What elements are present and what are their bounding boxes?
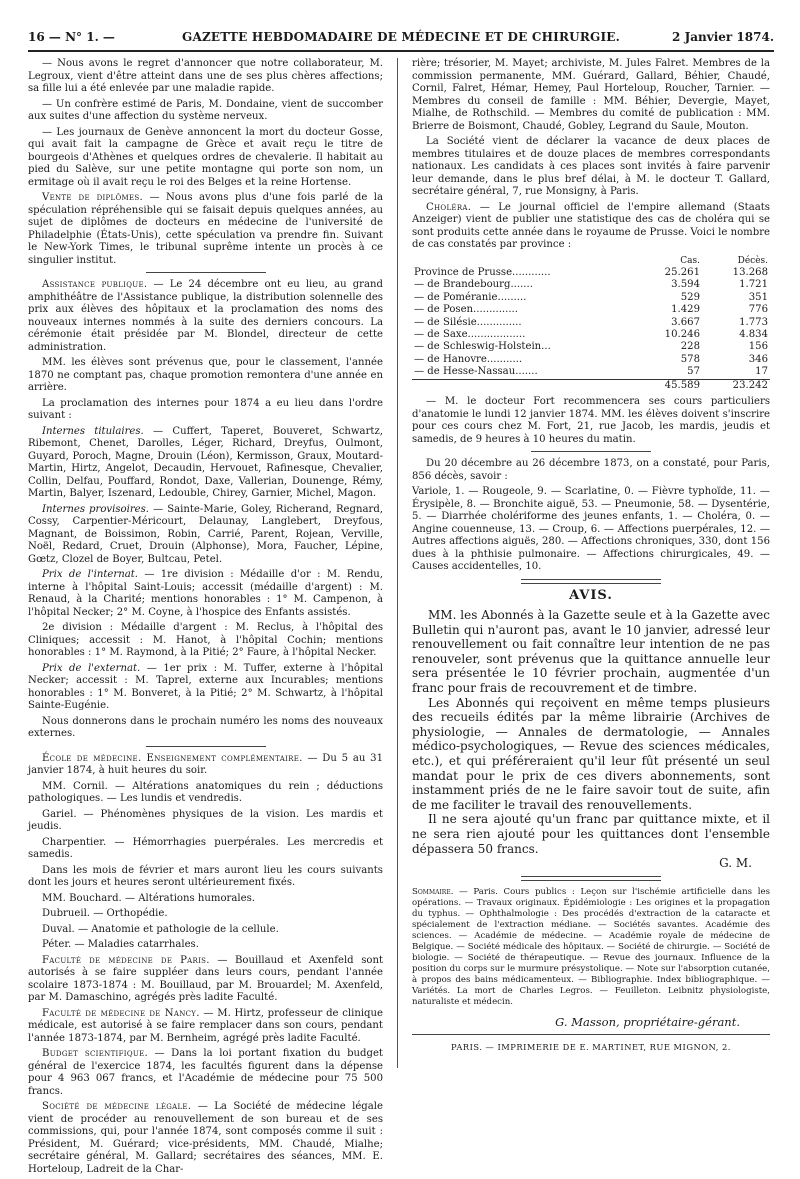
ecole-medecine: École de médecine. Enseignement complémentaire. — Du 5 au 31 janvier 1874, à huit heures du soir. (28, 752, 383, 776)
societe-medecine-legale-suite: rière; trésorier, M. Mayet; archiviste, M. Jules Falret. Membres de la commission permanente, MM. Guérard, Gallard, Béhier, Chaudé, Cornil, Falret, Hémar, Hemey, Paul Horteloup, Roucher, Tarnier. — Membres du conseil de famille : MM. Béhier, Devergie, Mayet, Mialhe, de Rothschild. — Membres du comité de publication : MM. Brierre de Boismont, Chaudé, Gobley, Legrand du Saule, Mouton. (412, 58, 770, 132)
left-column (28, 58, 383, 1179)
avis-signature: G. M. (719, 856, 752, 871)
deces-paris: Du 20 décembre au 26 décembre 1873, on a constaté, pour Paris, 856 décès, savoir : (412, 458, 770, 482)
cours-peter: Péter. — Maladies catarrhales. (42, 939, 199, 950)
gerant-signature: G. Masson, propriétaire-gérant. (555, 1014, 740, 1029)
page-number: 16 — N° 1. — (28, 30, 115, 44)
avis-paragraph: Il ne sera ajouté qu'un franc par quittance mixte, et il ne sera rien ajouté pour les quittances dont l'ensemble dépassera 50 francs. (412, 812, 770, 856)
externes-note: Nous donnerons dans le prochain numéro les noms des nouveaux externes. (28, 715, 383, 739)
table-row: — de Hanovre........... 578 346 (414, 353, 768, 365)
column-rule (397, 58, 398, 1068)
societe-vacances: La Société vient de déclarer la vacance de deux places de membres titulaires et de douze places de membres correspondants nationaux. Les candidats à ces places sont invités à faire parvenir leur demande, dans le plus bref délai, à M. le docteur T. Gallard, secrétaire général, 7, rue Monsigny, à Paris. (412, 136, 770, 197)
cholera-intro: Choléra. — Le journal officiel de l'empire allemand (Staats Anzeiger) vient de publier une statistique des cas de choléra qui se sont produits cette année dans le royaume de Prusse. Voici le nombre de cas constatés par province : (412, 201, 770, 250)
column-header-deces: Décès. (737, 255, 768, 266)
right-column (412, 58, 770, 1054)
assistance-intro: La proclamation des internes pour 1874 a eu lieu dans l'ordre suivant : (28, 397, 383, 421)
table-row: — de Poméranie......... 529 351 (414, 291, 768, 303)
cours-cornil: MM. Cornil. — Altérations anatomiques du rein ; déductions pathologiques. — Les lundis et vendredis. (28, 780, 383, 804)
table-total-row: 45.589 23.242 (412, 379, 770, 392)
cours-dubrueil: Dubrueil. — Orthopédie. (42, 908, 168, 919)
cours-bouchard: MM. Bouchard. — Altérations humorales. (42, 892, 255, 904)
budget-scientifique: Budget scientifique. — Dans la loi portant fixation du budget général de l'exercice 1874, les facultés figurent dans la dépense pour 4 963 067 francs, et l'Académie de médecine pour 75 500 francs. (28, 1048, 383, 1097)
table-row: — de Hesse-Nassau....... 57 17 (414, 366, 768, 378)
prix-externat: Prix de l'externat. — 1er prix : M. Tuffer, externe à l'hôpital Necker; accessit : M. Taprel, externe aux Incurables; mentions honorables : 1° M. Bonveret, à la Pitié; 2° M. Schwartz, à l'hôpital Sainte-Eugénie. (28, 662, 384, 711)
separator (146, 272, 266, 273)
internes-provisoires: Internes provisoires. — Sainte-Marie, Goley, Richerand, Regnard, Cossy, Carpentier-Méricourt, Delaunay, Langlebert, Dreyfous, Magnant, de Boissimon, Robin, Carrié, Parent, Rojean, Verville, Noël, Redard, Cruet, Drouin (Alphonse), Mora, Faucher, Lépine, Gœtz, Clozel de Boyer, Bultcau, Petel. (28, 503, 383, 565)
imprint: PARIS. — IMPRIMERIE DE E. MARTINET, RUE MIGNON, 2. (412, 1034, 770, 1054)
table-row: — de Silésie.............. 3.667 1.773 (414, 316, 768, 328)
separator (146, 746, 266, 747)
faculte-paris: Faculté de médecine de Paris. — Bouillaud et Axenfeld sont autorisés à se faire suppléer dans leurs cours, pendant l'année scolaire 1873-1874 : M. Bouillaud, par M. Brouardel; M. Axenfeld, par M. Damaschino, agrégés près ladite Faculté. (28, 954, 384, 1003)
societe-medecine-legale: Société de médecine légale. — La Société de médecine légale vient de procéder au renouvellement de son bureau et de ses commissions, qui, pour l'année 1874, sont composés comme il suit : Président, M. Guérard; vice-présidents, MM. Chaudé, Mialhe; secrétaire général, M. Gallard; secrétaires des séances, MM. E. Horteloup, Ladreit de la Char- (28, 1101, 383, 1175)
assistance-note: MM. les élèves sont prévenus que, pour le classement, l'année 1870 ne comptant pas, chaque promotion remontera d'une année en arrière. (28, 357, 383, 393)
separator (531, 451, 651, 452)
deces-liste: Variole, 1. — Rougeole, 9. — Scarlatine, 0. — Fièvre typhoïde, 11. — Érysipèle, 8. — Bronchite aiguë, 53. — Pneumonie, 58. — Dysentérie, 5. — Diarrhée cholériforme des jeunes enfants, 1. — Choléra, 0. — Angine couenneuse, 13. — Croup, 6. — Affections puerpérales, 12. — Autres affections aiguës, 280. — Affections chroniques, 330, dont 156 dues à la phthisie pulmonaire. — Affections chirurgicales, 49. — Causes accidentelles, 10. (412, 486, 770, 573)
separator-double (521, 579, 661, 584)
separator-double (521, 876, 661, 881)
news-legroux: — Nous avons le regret d'annoncer que notre collaborateur, M. Legroux, vient d'être atteint dans une de ses plus chères affections; sa fille lui a été enlevée par une maladie rapide. (28, 58, 383, 94)
internes-titulaires: Internes titulaires. — Cuffert, Taperet, Bouveret, Schwartz, Ribemont, Chenet, Darolles, Léger, Richard, Dreyfus, Oulmont, Guyard, Poroch, Magne, Drouin (Léon), Kermisson, Graux, Moutard-Martin, Hirtz, Angelot, Decaudin, Hervouet, Rafinesque, Chevalier, Collin, Delfau, Pouffard, Rondot, Daxe, Vallerian, Dounenge, Rémy, Martin, Balyer, Iszenard, Ledouble, Chirey, Garnier, Michel, Magon. (28, 425, 383, 499)
avis-title: AVIS. (569, 587, 613, 603)
cholera-table (412, 255, 770, 393)
news-gosse: — Les journaux de Genève annoncent la mort du docteur Gosse, qui avait fait la campagne de Grèce et avait reçu le titre de bourgeois d'Athènes et quelques ordres de chevalerie. Il habitait au pied du Salève, sur une petite montagne qui porte son nom, un ermitage où il avait reçu le roi des Belges et la reine Hortense. (28, 126, 383, 188)
cours-charpentier: Charpentier. — Hémorrhagies puerpérales. Les mercredis et samedis. (28, 836, 383, 860)
news-vente-diplomes: Vente de diplômes. — Nous avons plus d'une fois parlé de la spéculation répréhensible qui se faisait depuis quelques années, au sujet de diplômes de docteurs en médecine de l'université de Philadelphie (États-Unis), cette spéculation va prendre fin. Suivant le New-York Times, le tribunal suprême intente un procès à ce singulier institut. (28, 192, 383, 266)
journal-title: GAZETTE HEBDOMADAIRE DE MÉDECINE ET DE CHIRURGIE. (182, 30, 620, 44)
page-header (28, 28, 774, 52)
avis-block (412, 608, 770, 871)
news-assistance: Assistance publique. — Le 24 décembre ont eu lieu, au grand amphithéâtre de l'Assistance publique, la distribution solennelle des prix aux élèves des hôpitaux et la proclamation des noms des nouveaux internes nommés à la suite des derniers concours. La cérémonie était présidée par M. Blondel, directeur de cette administration. (28, 279, 383, 353)
news-dondaine: — Un confrère estimé de Paris, M. Dondaine, vient de succomber aux suites d'une affection du système nerveux. (28, 98, 383, 122)
cours-fevrier-mars: Dans les mois de février et mars auront lieu les cours suivants dont les jours et heures seront ultérieurement fixés. (28, 864, 383, 888)
issue-date: 2 Janvier 1874. (672, 30, 774, 44)
cours-gariel: Gariel. — Phénomènes physiques de la vision. Les mardis et jeudis. (28, 808, 383, 832)
cours-fort: — M. le docteur Fort recommencera ses cours particuliers d'anatomie le lundi 12 janvier 1874. MM. les élèves doivent s'inscrire pour ces cours chez M. Fort, 21, rue Jacob, les mardis, jeudis et samedis, de 9 heures à 10 heures du matin. (412, 396, 770, 445)
sommaire: Sommaire. — Paris. Cours publics : Leçon sur l'ischémie artificielle dans les opérations. — Travaux originaux. Épidémiologie : Les origines et la propagation du typhus. — Ophthalmologie : Des procédés d'extraction de la cataracte et spécialement de l'extraction médiane. — Sociétés savantes. Académie des sciences. — Académie de médecine. — Académie royale de médecine de Belgique. — Société médicale des hôpitaux. — Société de chirurgie. — Société de biologie. — Société de thérapeutique. — Revue des journaux. Influence de la position du corps sur le murmure présystolique. — Note sur l'absorption cutanée, à propos des bains médicamenteux. — Bibliographie. Index bibliographique. — Variétés. La mort de Charles Legros. — Feuilleton. Leibnitz physiologiste, naturaliste et médecin. (412, 886, 770, 1007)
table-row: — de Schleswig-Holstein... 228 156 (414, 341, 768, 353)
table-row: — de Saxe.................. 10.246 4.834 (414, 329, 768, 341)
table-header (412, 255, 770, 268)
column-header-cas: Cas. (680, 255, 700, 266)
prix-internat-2: 2e division : Médaille d'argent : M. Reclus, à l'hôpital des Cliniques; accessit : M. Hanot, à l'hôpital Cochin; mentions honorables : 1° M. Raymond, à la Pitié; 2° Faure, à l'hôpital Necker. (28, 622, 383, 658)
faculte-nancy: Faculté de médecine de Nancy. — M. Hirtz, professeur de clinique médicale, est autorisé à se faire remplacer dans son cours, pendant l'année 1873-1874, par M. Bernheim, agrégé près ladite Faculté. (28, 1007, 383, 1044)
avis-paragraph: MM. les Abonnés à la Gazette seule et à la Gazette avec Bulletin qui n'auront pas, avant le 10 janvier, adressé leur renouvellement ou fait connaître leur intention de ne pas renouveler, sont prévenus que la quittance annuelle leur sera présentée le 10 février prochain, augmentée d'un franc pour frais de recouvrement et de timbre. (412, 608, 770, 696)
avis-paragraph: Les Abonnés qui reçoivent en même temps plusieurs des recueils édités par la même librairie (Archives de physiologie, — Annales de dermatologie, — Annales médico-psychologiques, — Revue des sciences médicales, etc.), et qui préféreraient qu'il leur fût présenté un seul mandat pour le prix de ces divers abonnements, sont instamment priés de ne le faire savoir tout de suite, afin de me faciliter le travail des renouvellements. (412, 695, 770, 812)
prix-internat: Prix de l'internat. — 1re division : Médaille d'or : M. Rendu, interne à l'hôpital Saint-Louis; accessit (médaille d'argent) : M. Renaud, à la Charité; mentions honorables : 1° M. Campenon, à l'hôpital Necker; 2° M. Coyne, à l'hospice des Enfants assistés. (28, 569, 383, 618)
table-row: Province de Prusse............ 25.261 13.268 (414, 267, 768, 278)
table-row: — de Posen.............. 1.429 776 (414, 304, 768, 316)
cours-duval: Duval. — Anatomie et pathologie de la cellule. (42, 923, 279, 935)
table-row: — de Brandebourg....... 3.594 1.721 (414, 279, 768, 291)
